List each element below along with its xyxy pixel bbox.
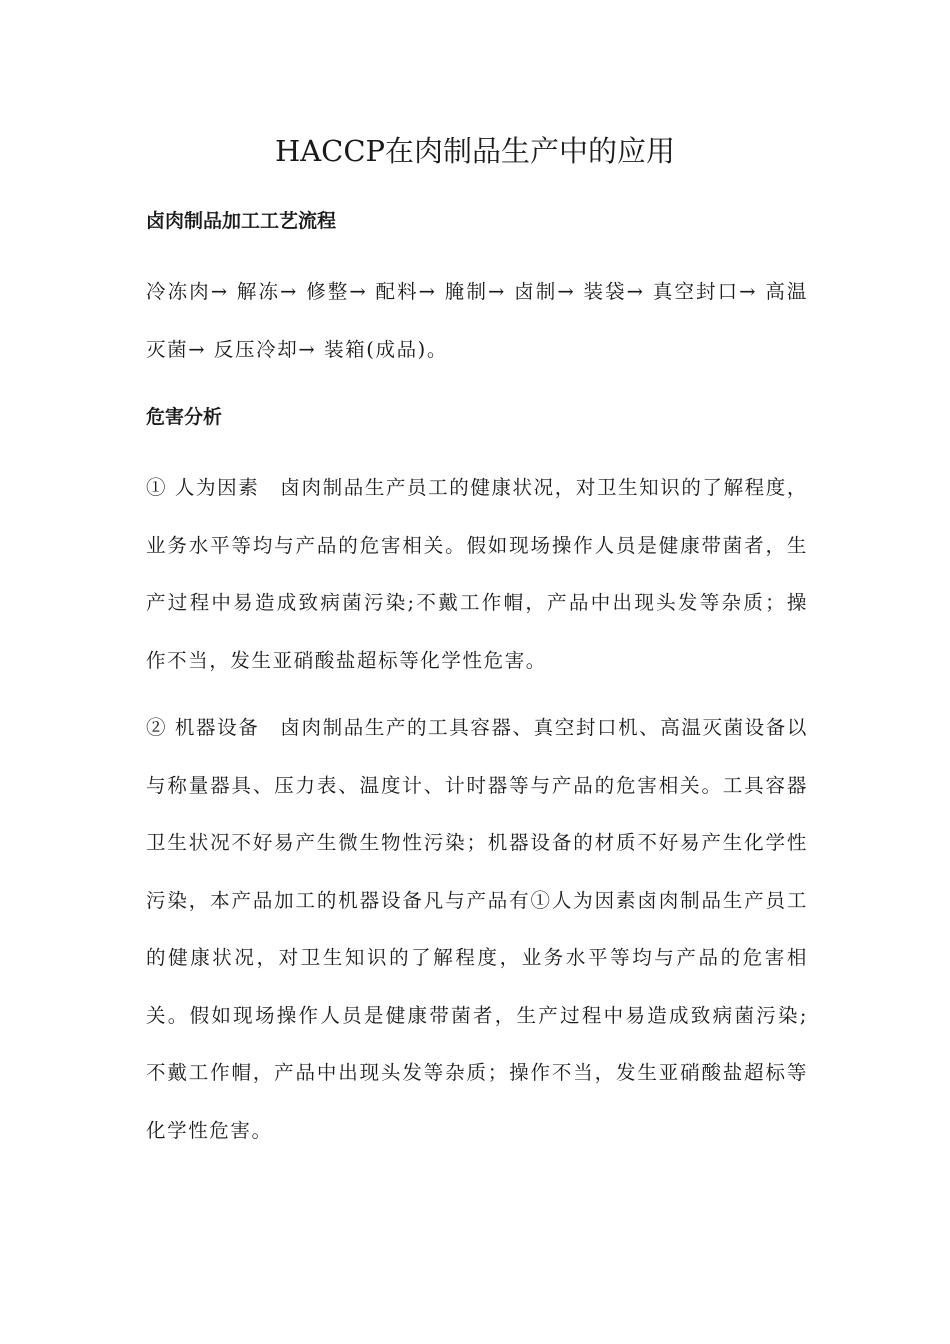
section-heading-hazard-analysis: 危害分析 (146, 406, 223, 428)
section-heading-process-flow: 卤肉制品加工工艺流程 (146, 210, 337, 232)
hazard-paragraph-human-factors: ① 人为因素 卤肉制品生产员工的健康状况，对卫生知识的了解程度，业务水平等均与产品的危害相关。假如现场操作人员是健康带菌者，生产过程中易造成致病菌污染;不戴工作帽，产品中出现头发等杂质；操作不当，发生亚硝酸盐超标等化学性危害。 (146, 476, 808, 672)
document-title: HACCP在肉制品生产中的应用 (274, 134, 676, 168)
process-flow-paragraph: 冷冻肉→ 解冻→ 修整→ 配料→ 腌制→ 卤制→ 装袋→ 真空封口→ 高温灭菌→ 反压冷却→ 装箱(成品)。 (146, 280, 808, 361)
hazard-paragraph-equipment: ② 机器设备 卤肉制品生产的工具容器、真空封口机、高温灭菌设备以与称量器具、压力表、温度计、计时器等与产品的危害相关。工具容器卫生状况不好易产生微生物性污染；机器设备的材质不好易产生化学性污染，本产品加工的机器设备凡与产品有①人为因素卤肉制品生产员工的健康状况，对卫生知识的了解程度，业务水平等均与产品的危害相关。假如现场操作人员是健康带菌者，生产过程中易造成致病菌污染;不戴工作帽，产品中出现头发等杂质；操作不当，发生亚硝酸盐超标等化学性危害。 (146, 716, 808, 1142)
